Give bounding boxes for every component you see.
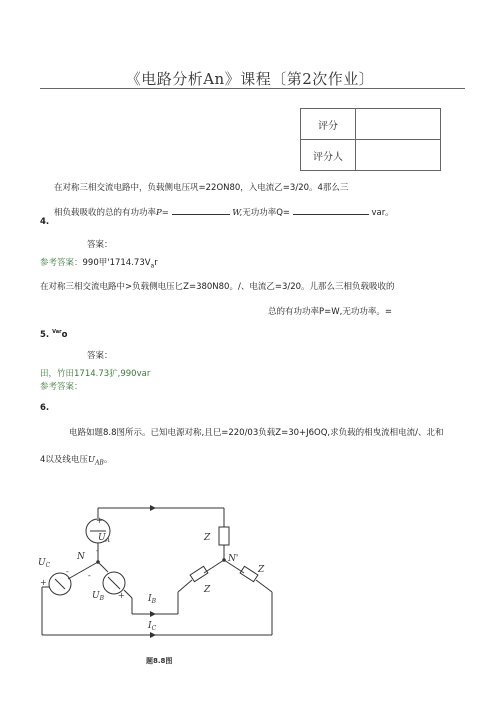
score-label: 评分 bbox=[301, 109, 356, 140]
document-title: 《电路分析An》课程〔第2次作业〕 bbox=[125, 70, 375, 88]
q6-number: 6. bbox=[40, 403, 50, 413]
node-n-prime bbox=[222, 558, 226, 562]
grader-label: 评分人 bbox=[301, 140, 356, 171]
label-n-prime: N' bbox=[228, 554, 239, 564]
plus-b: + bbox=[118, 591, 125, 600]
q4-line2-c: var。 bbox=[371, 208, 394, 218]
label-n: N bbox=[77, 552, 85, 562]
q5-number-tail: o bbox=[61, 329, 68, 340]
q5-answer-label: 答案： bbox=[87, 351, 113, 361]
wire-load-left-end bbox=[178, 580, 192, 592]
label-z-left: Z bbox=[204, 585, 211, 595]
q5-ref-label: 参考答案： bbox=[40, 382, 83, 392]
q4-text-line1: 在对称三相交流电路中，负载侧电压巩=22ON80，入电流乙=3/20。4那么三 bbox=[54, 183, 349, 193]
wire-b-out bbox=[124, 590, 132, 598]
node-n bbox=[96, 560, 100, 564]
q4-ref-tail: r bbox=[154, 258, 158, 268]
q4-number: 4. bbox=[40, 217, 50, 227]
impedance-right bbox=[240, 566, 258, 581]
q6-text-line1: 电路如题8.8图所示。已知电源对称,且巳=220/03负载Z=30+J6OQ,求负载的相曳流相电流/、北和 bbox=[69, 428, 444, 438]
wire-load-right-end bbox=[256, 580, 272, 592]
q4-line2-b: 无功功率Q= bbox=[242, 208, 291, 218]
q5-number-sup: Var bbox=[52, 329, 62, 335]
q6-u-sub: AB bbox=[95, 459, 104, 467]
q5-number-text: 5. bbox=[40, 329, 50, 340]
q4-ref-sub: a bbox=[150, 262, 155, 270]
plus-a: + bbox=[96, 516, 103, 525]
q5-text-line1: 在对称三相交流电路中>负载侧电压匕Z=380N80。/、电流乙=3/20。儿那么三相负载吸收的 bbox=[40, 282, 395, 292]
minus-a: - bbox=[96, 546, 99, 555]
wire-b-link bbox=[98, 562, 108, 572]
q6-u-symbol: U bbox=[87, 455, 96, 465]
q4-line2-a: 相负载吸收的总的有功功率 bbox=[54, 208, 157, 218]
source-c-bar bbox=[55, 579, 65, 589]
q6-line2-end: 。 bbox=[103, 455, 113, 465]
label-ua: $U_A$ bbox=[98, 533, 110, 544]
label-ib: $I_B$ bbox=[148, 594, 156, 605]
source-b-bar bbox=[108, 577, 120, 589]
q4-p-symbol: P= bbox=[156, 208, 169, 218]
plus-c: + bbox=[40, 578, 47, 587]
label-z-right: Z bbox=[258, 565, 265, 575]
impedance-left bbox=[190, 566, 208, 581]
q4-ref-label: 参考答案： bbox=[40, 258, 83, 268]
figure-caption: 题8.8图 bbox=[146, 657, 173, 665]
arrow-ic bbox=[150, 632, 156, 638]
minus-b: - bbox=[88, 571, 91, 580]
q5-text-line2: 总的有功功率P=W,无功功率。= bbox=[268, 307, 392, 317]
minus-c: - bbox=[66, 567, 69, 576]
arrow-top bbox=[150, 505, 156, 511]
impedance-top bbox=[219, 527, 229, 545]
q4-ref-value: 990甲'1714.73V bbox=[82, 258, 151, 268]
label-z-top: Z bbox=[204, 533, 211, 543]
q6-line2-a: 4以及线电压 bbox=[40, 455, 88, 465]
q4-w-unit: W, bbox=[232, 208, 243, 218]
arrow-ib bbox=[150, 611, 156, 617]
label-ic: $I_C$ bbox=[148, 621, 157, 632]
label-ub: $U_B$ bbox=[92, 591, 105, 602]
q5-answer-value: 田，竹田1714.73犷,990var bbox=[40, 369, 151, 379]
wire-c-link bbox=[68, 562, 98, 579]
q4-answer-label: 答案： bbox=[87, 240, 113, 250]
label-uc: $U_C$ bbox=[38, 558, 51, 569]
